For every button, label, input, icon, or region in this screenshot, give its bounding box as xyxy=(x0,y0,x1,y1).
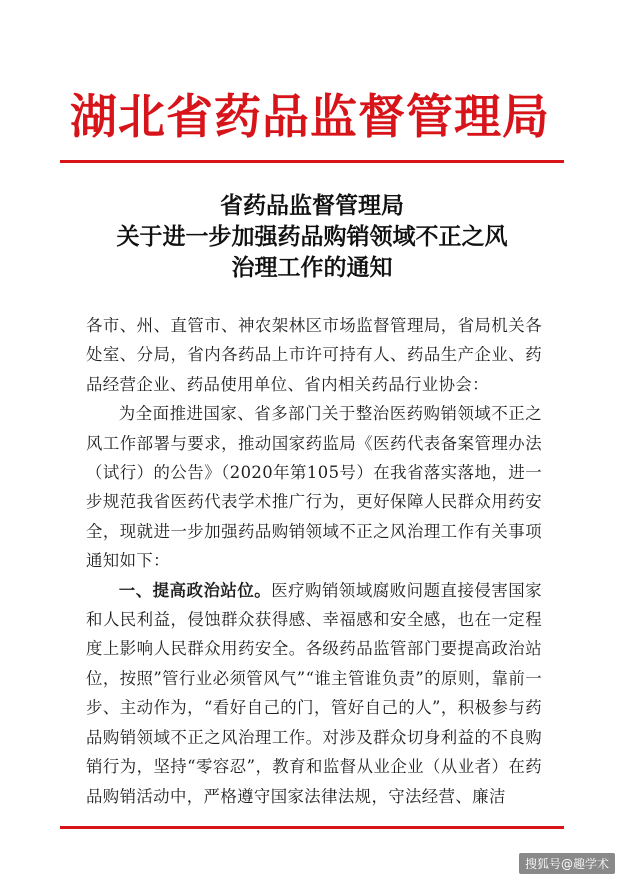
section-1-paragraph xyxy=(86,576,542,811)
document-title-line-2: 关于进一步加强药品购销领域不正之风 xyxy=(116,223,508,250)
section-1-text: 医疗购销领域腐败问题直接侵害国家和人民利益，侵蚀群众获得感、幸福感和安全感，也在一定程度上影响人民群众用药安全。各级药品监管部门要提高政治站位，按照”管行业必须管风气”“谁主管谁负责”的原则，靠前一步、主动作为，“看好自己的门，管好自己的人”，积极参与药品购销领域不正之风治理工作。对涉及群众切身利益的不良购销行为，坚持“零容忍”，教育和监督从业企业（从业者）在药品购销活动中，严格遵守国家法律法规，守法经营、廉洁 xyxy=(86,580,542,806)
letterhead-org-name: 湖北省药品监督管理局 xyxy=(70,90,550,145)
section-1-heading: 一、提高政治站位。 xyxy=(118,580,272,600)
document-title-line-3: 治理工作的通知 xyxy=(231,254,393,281)
source-watermark: 搜狐号@趣学术 xyxy=(519,853,615,874)
document-title-line-1: 省药品监督管理局 xyxy=(220,192,404,219)
intro-paragraph: 为全面推进国家、省多部门关于整治医药购销领域不正之风工作部署与要求，推动国家药监局《医药代表备案管理办法（试行）的公告》（2020年第105号）在我省落实落地，进一步规范我省医药代表学术推广行为，更好保障人民群众用药安全，现就进一步加强药品购销领域不正之风治理工作有关事项通知如下： xyxy=(86,404,542,571)
addressee-paragraph: 各市、州、直管市、神农架林区市场监督管理局，省局机关各处室、分局，省内各药品上市许可持有人、药品生产企业、药品经营企业、药品使用单位、省内相关药品行业协会： xyxy=(86,316,542,394)
letterhead-red-rule xyxy=(60,160,564,163)
footer-red-rule xyxy=(60,826,564,829)
document-title xyxy=(60,190,564,283)
document-body xyxy=(86,311,542,811)
